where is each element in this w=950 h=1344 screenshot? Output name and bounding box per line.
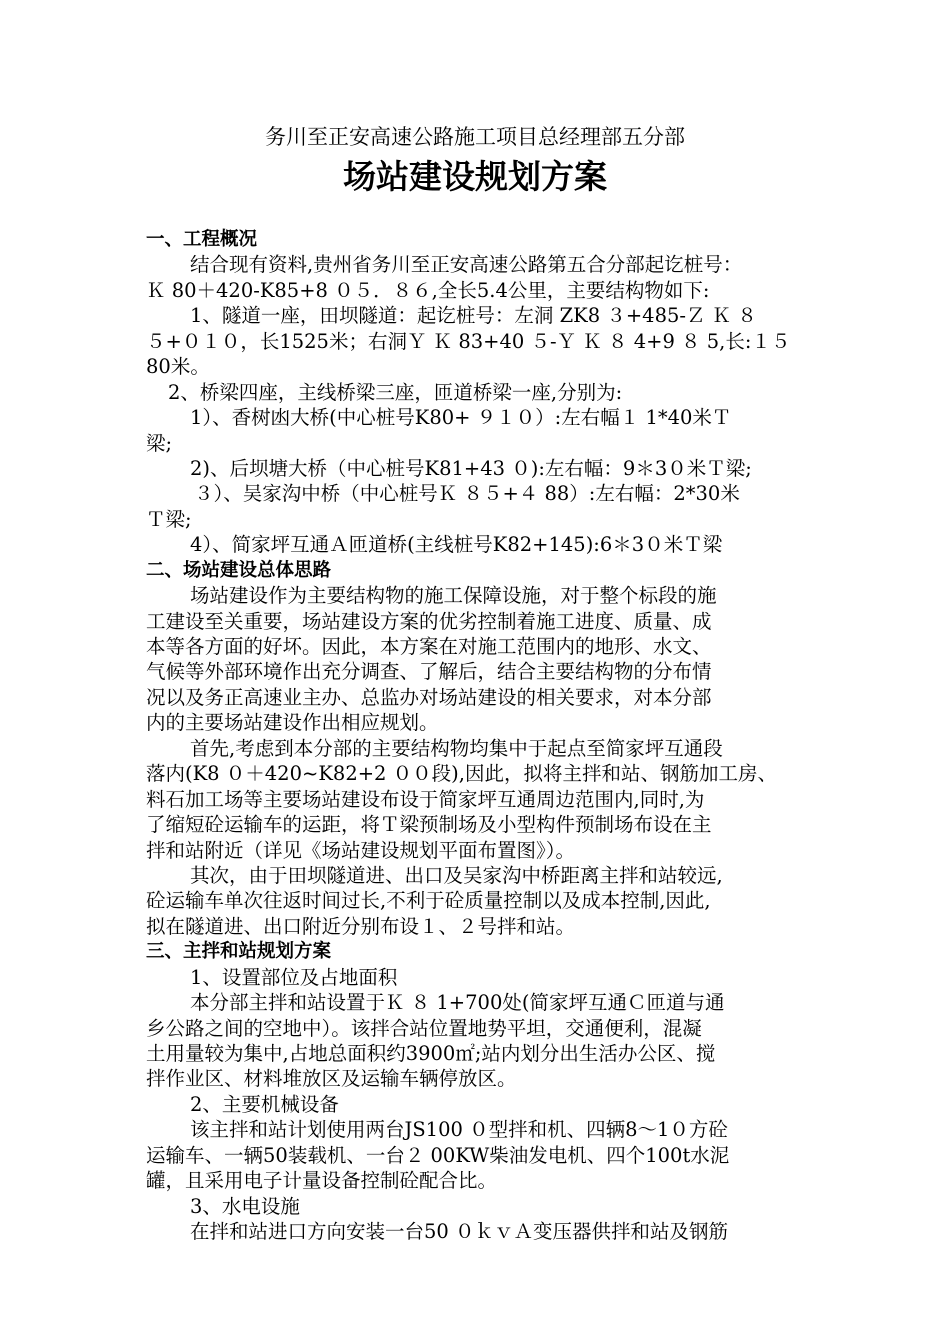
paragraph-line: 落内(K8 ０＋420~K82+2 ００段),因此，拟将主拌和站、钢筋加工房、 [146, 762, 777, 786]
paragraph-line: ５+０１０，长1525米；右洞Ｙ Ｋ 83+40 ５-Ｙ Ｋ ８ 4+9 ８ 5,长:１５ [146, 329, 791, 353]
paragraph-line: 拟在隧道进、出口附近分别布设１、２号拌和站。 [146, 914, 576, 938]
paragraph-line: 1）、香树凼大桥(中心桩号K80+ ９１０）:左右幅１ 1*40米Ｔ [190, 406, 732, 430]
paragraph-line: 首先,考虑到本分部的主要结构物均集中于起点至简家坪互通段 [190, 736, 723, 760]
paragraph-line: 场站建设作为主要结构物的施工保障设施，对于整个标段的施 [190, 584, 717, 608]
paragraph-line: 本等各方面的好坏。因此，本方案在对施工范围内的地形、水文、 [146, 635, 712, 658]
paragraph-line: 本分部主拌和站设置于Ｋ ８ 1+700处(简家坪互通Ｃ匝道与通 [190, 991, 725, 1015]
paragraph-line: 2、桥梁四座，主线桥梁三座，匝道桥梁一座,分别为: [168, 380, 623, 404]
paragraph-line: 其次，由于田坝隧道进、出口及吴家沟中桥距离主拌和站较远, [190, 863, 723, 887]
paragraph-line: 4）、简家坪互通Ａ匝道桥(主线桩号K82+145):6＊3０米Ｔ梁 [190, 533, 723, 557]
paragraph-line: 该主拌和站计划使用两台JS100 ０型拌和机、四辆8～1０方砼 [190, 1118, 728, 1142]
section-heading-mixing-plant: 三、主拌和站规划方案 [146, 941, 332, 963]
paragraph-line: 2)、后坝塘大桥（中心桩号K81+43 ０):左右幅：9＊3０米Ｔ梁; [190, 456, 752, 480]
paragraph-line: ３）、吴家沟中桥（中心桩号Ｋ ８５+４ 88）:左右幅：2*30米 [194, 482, 740, 506]
paragraph-line: 拌和站附近（详见《场站建设规划平面布置图》）。 [146, 838, 576, 862]
paragraph-line: 80米。 [146, 355, 210, 379]
paragraph-line: 在拌和站进口方向安装一台50 ０ｋｖＡ变压器供拌和站及钢筋 [190, 1220, 729, 1244]
document-title: 场站建设规划方案 [343, 157, 607, 196]
document-subtitle: 务川至正安高速公路施工项目总经理部五分部 [265, 125, 685, 149]
paragraph-line: 况以及务正高速业主办、总监办对场站建设的相关要求，对本分部 [146, 685, 712, 709]
paragraph-line: Ｔ梁; [146, 507, 192, 531]
section-heading-approach: 二、场站建设总体思路 [146, 559, 332, 581]
paragraph-line: 料石加工场等主要场站建设布设于简家坪互通周边范围内,同时,为 [146, 787, 705, 811]
paragraph-line: 内的主要场站建设作出相应规划。 [146, 711, 439, 735]
paragraph-line: 梁; [146, 431, 173, 455]
paragraph-line: Ｋ 80＋420-K85+8 ０５．８６,全长5.4公里，主要结构物如下: [146, 278, 710, 302]
paragraph-line: 1、隧道一座，田坝隧道：起讫桩号：左洞 ZK8 ３+485-Ｚ Ｋ ８ [190, 304, 757, 328]
paragraph-line: 土用量较为集中,占地总面积约3900㎡;站内划分出生活办公区、搅 [146, 1042, 716, 1065]
subsection-heading: 1、设置部位及占地面积 [190, 965, 398, 989]
paragraph-line: 罐，且采用电子计量设备控制砼配合比。 [146, 1169, 498, 1193]
subsection-heading: 2、主要机械设备 [190, 1092, 339, 1116]
paragraph-line: 拌作业区、材料堆放区及运输车辆停放区。 [146, 1067, 517, 1091]
paragraph-line: 工建设至关重要，场站建设方案的优劣控制着施工进度、质量、成 [146, 609, 712, 633]
section-heading-overview: 一、工程概况 [146, 229, 258, 250]
document-body [146, 227, 810, 1245]
paragraph-line: 乡公路之间的空地中）。该拌合站位置地势平坦，交通便利，混凝 [146, 1016, 702, 1040]
paragraph-line: 了缩短砼运输车的运距，将Ｔ梁预制场及小型构件预制场布设在主 [146, 813, 712, 837]
paragraph-line: 砼运输车单次往返时间过长,不利于砼质量控制以及成本控制,因此, [146, 889, 711, 913]
paragraph-line: 运输车、一辆50装载机、一台２ 00KW柴油发电机、四个100t水泥 [146, 1143, 730, 1167]
subsection-heading: 3、水电设施 [190, 1194, 300, 1218]
paragraph-line: 结合现有资料,贵州省务川至正安高速公路第五合分部起讫桩号： [190, 253, 743, 277]
paragraph-line: 气候等外部环境作出充分调查、了解后，结合主要结构物的分布情 [146, 660, 712, 684]
